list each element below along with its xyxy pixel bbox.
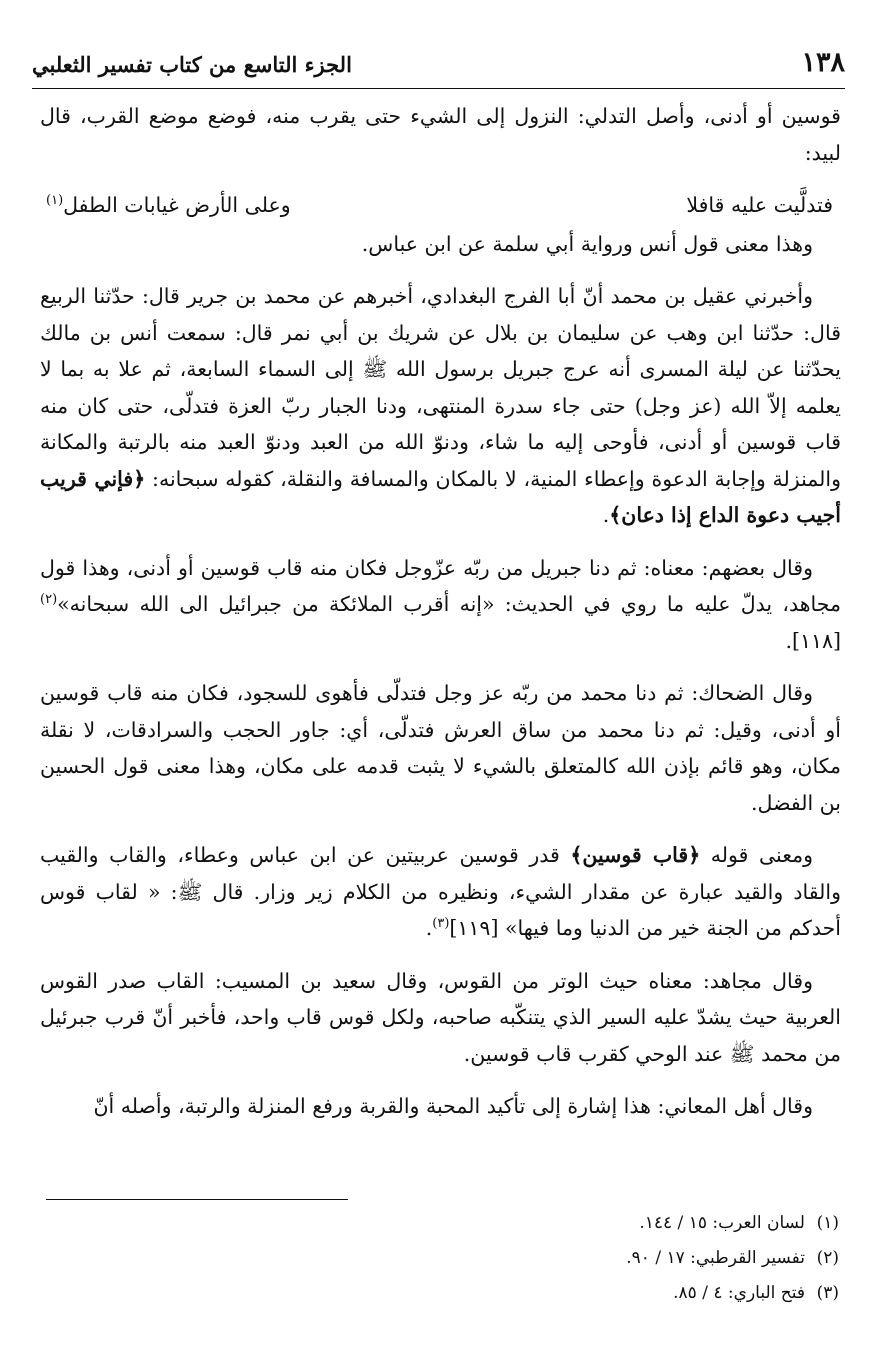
footnotes — [52, 1206, 839, 1311]
paragraph-1-text: قوسين أو أدنى، وأصل التدلي: النزول إلى الشيء حتى يقرب منه، فوضع موضع القرب، قال لبيد: — [40, 104, 841, 165]
paragraph-4-end: [١١٨]. — [785, 628, 841, 653]
quran-term: ﴿قاب قوسين﴾ — [570, 843, 701, 867]
paragraph-3-text: وأخبرني عقيل بن محمد أنّ أبا الفرج البغدادي، أخبرهم عن محمد بن جرير قال: حدّثنا الربيع قال: حدّثنا ابن وهب عن سليمان بن بلال عن شريك بن أبي نمر قال: سمعت أنس بن مالك يحدّثنا عن ليلة المسرى أنه عرج جبريل برسول الله ﷺ إلى السماء السابعة، ثم علا به بما لا يعلمه إلاّ الله (عز وجل) حتى جاء سدرة المنتهى، ودنا الجبار ربّ العزة فتدلّى، حتى كان منه قاب قوسين أو أدنى، فأوحى إليه ما شاء، ودنوّ الله من العبد ودنوّ العبد منه بالرتبة والمكانة والمنزلة وإجابة الدعوة وإعطاء المنية، لا بالمكان والمسافة والنقلة، كقوله سبحانه: — [40, 284, 841, 491]
paragraph-7-text: وقال مجاهد: معناه حيث الوتر من القوس، وقال سعيد بن المسيب: القاب صدر القوس العربية حيث يشدّ عليه السير الذي يتنكّبه صاحبه، ولكل قوس قاب واحد، فأخبر أنّ قرب جبرئيل من محمد ﷺ عند الوحي كقرب قاب قوسين. — [40, 968, 841, 1066]
paragraph-3-end: . — [602, 503, 610, 527]
page-number: ١٣٨ — [801, 47, 845, 78]
footnote-1 — [52, 1206, 839, 1241]
verse-first-hemistich: فتدلَّيت عليه قافلا — [686, 193, 833, 217]
paragraph-8-text: وقال أهل المعاني: هذا إشارة إلى تأكيد المحبة والقربة ورفع المنزلة والرتبة، وأصله أنّ — [93, 1094, 813, 1118]
paragraph-5 — [40, 675, 841, 821]
footnote-marker-2[interactable]: (٢) — [40, 592, 58, 608]
paragraph-5-text: وقال الضحاك: ثم دنا محمد من ربّه عز وجل فتدلّى فأهوى للسجود، فكان منه قاب قوسين أو أدنى، وقيل: ثم دنا محمد من ساق العرش فتدلّى، أي: جاور الحجب والسرادقات، لا نقلة مكان، وهو قائم بإذن الله كالمتعلق بالشيء لا يثبت قدمه على مكان، وهذا معنى قول الحسين بن الفضل. — [40, 681, 841, 815]
footnote-marker-1[interactable]: (١) — [46, 193, 64, 209]
page-header — [32, 44, 845, 89]
paragraph-4-text: وقال بعضهم: معناه: ثم دنا جبريل من ربّه عزّوجل فكان منه قاب قوسين أو أدنى، وهذا قول مجاهد، يدلّ عليه ما روي في الحديث: «إنه أقرب الملائكة من جبرائيل الى الله سبحانه» — [40, 555, 841, 616]
footnote-3 — [52, 1276, 839, 1311]
paragraph-6-end: . — [425, 916, 433, 940]
main-text — [40, 98, 841, 1141]
paragraph-4 — [40, 550, 841, 660]
paragraph-6 — [40, 837, 841, 947]
paragraph-2-text: وهذا معنى قول أنس ورواية أبي سلمة عن ابن عباس. — [361, 231, 813, 256]
paragraph-8 — [40, 1088, 841, 1125]
paragraph-1 — [40, 98, 841, 171]
verse-second-hemistich — [46, 187, 291, 224]
paragraph-7 — [40, 963, 841, 1073]
poetry-verse — [40, 187, 841, 224]
footnote-marker-3[interactable]: (٣) — [432, 916, 450, 932]
paragraph-2 — [40, 226, 841, 263]
footnote-number: (٣) — [816, 1283, 839, 1303]
footnote-text: لسان العرب: ١٥ / ١٤٤. — [639, 1213, 805, 1233]
running-title: الجزء التاسع من كتاب تفسير الثعلبي — [32, 52, 352, 77]
footnote-2 — [52, 1241, 839, 1276]
paragraph-6-text-a: ومعنى قوله — [700, 843, 813, 867]
quran-quote: ﴿فإني قريب أجيب دعوة الداع إذا دعان﴾ — [40, 466, 841, 527]
footnote-text: فتح الباري: ٤ / ٨٥. — [673, 1283, 805, 1303]
paragraph-3 — [40, 278, 841, 534]
footnote-number: (٢) — [816, 1248, 839, 1268]
footnote-number: (١) — [816, 1213, 839, 1233]
footnote-separator — [46, 1199, 348, 1200]
paragraph-6-text-b: قدر قوسين عربيتين عن ابن عباس وعطاء، والقاب والقيب والقاد والقيد عبارة عن مقدار الشيء، ونظيره من الكلام زير وزار. قال ﷺ: « لقاب قوس أحدكم من الجنة خير من الدنيا وما فيها» [١١٩] — [40, 843, 841, 940]
verse-second-text: وعلى الأرض غيابات الطفل — [63, 193, 291, 217]
footnote-text: تفسير القرطبي: ١٧ / ٩٠. — [626, 1248, 805, 1268]
